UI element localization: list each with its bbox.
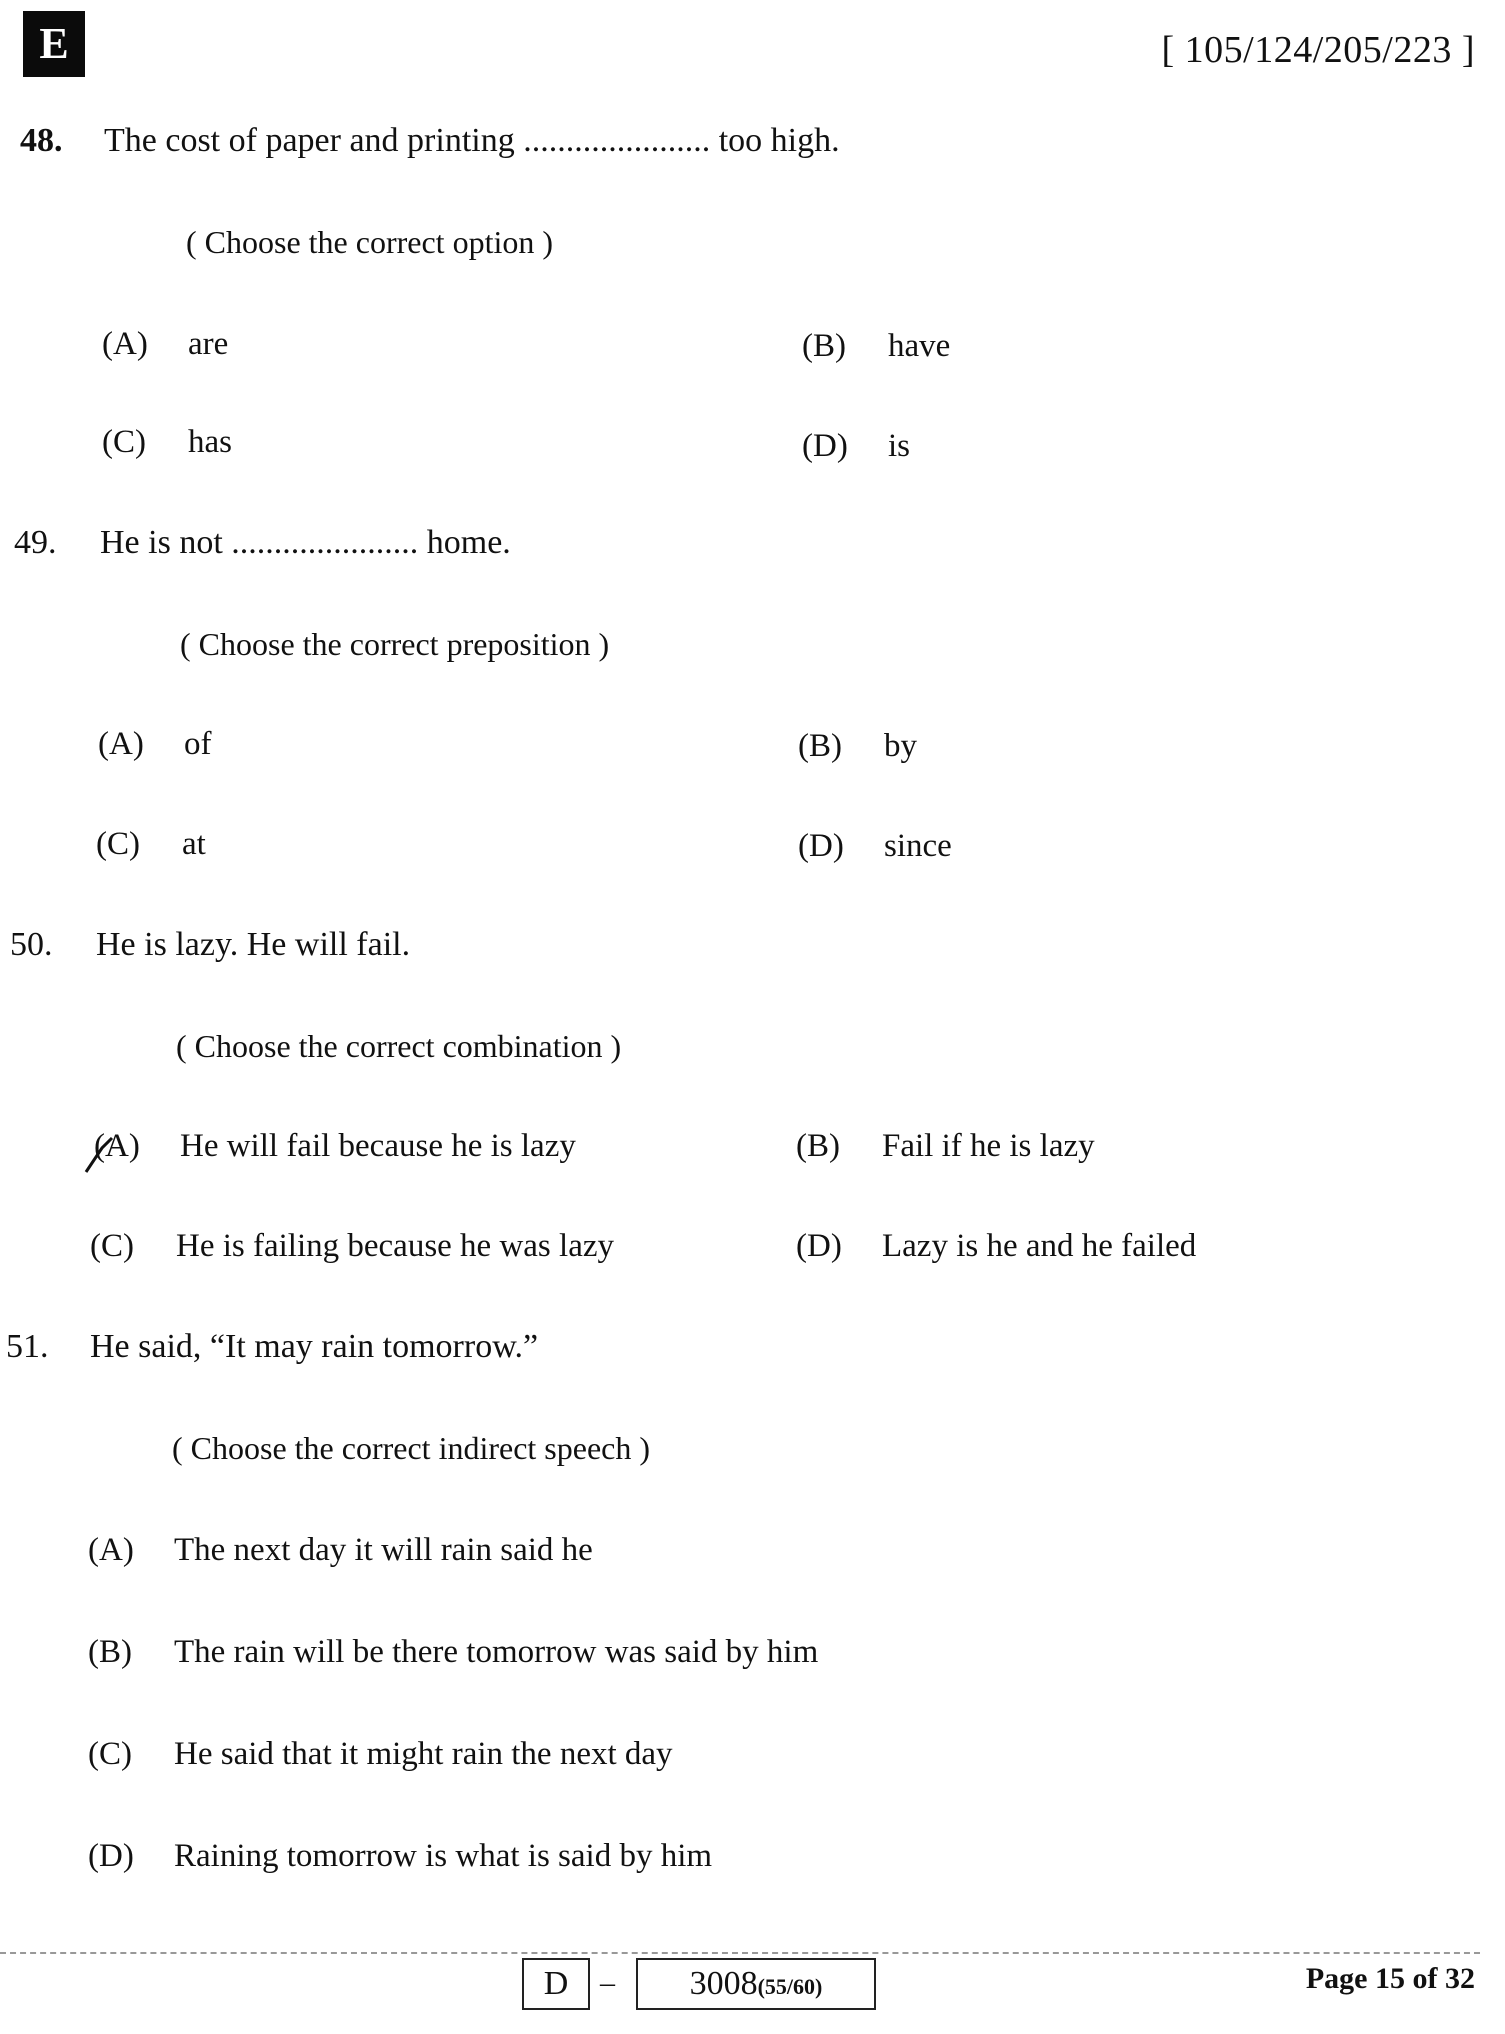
option-c xyxy=(88,1736,673,1773)
option-d xyxy=(88,1838,712,1875)
option-text: He is failing because he was lazy xyxy=(176,1228,614,1264)
question-number: 51. xyxy=(6,1328,49,1365)
question-number: 50. xyxy=(10,926,53,963)
option-text: Lazy is he and he failed xyxy=(882,1228,1197,1264)
footer-dash: – xyxy=(600,1966,615,1999)
option-label: (C) xyxy=(102,424,146,460)
option-text: at xyxy=(182,826,206,862)
option-text: The next day it will rain said he xyxy=(174,1532,593,1568)
option-a xyxy=(98,726,212,763)
option-c xyxy=(102,424,232,461)
option-b xyxy=(88,1634,818,1671)
option-c xyxy=(90,1228,614,1265)
option-label: (C) xyxy=(90,1228,134,1264)
option-b xyxy=(802,328,950,365)
option-label: (B) xyxy=(798,728,842,764)
question-number: 49. xyxy=(14,524,57,561)
question-text: He said, “It may rain tomorrow.” xyxy=(90,1328,539,1365)
option-a xyxy=(102,326,228,363)
option-text: has xyxy=(188,424,232,460)
option-label: (A) xyxy=(102,326,148,362)
answer-tick-mark-icon xyxy=(82,1132,126,1176)
question-text: He is lazy. He will fail. xyxy=(96,926,411,963)
question-instruction: ( Choose the correct combination ) xyxy=(176,1028,622,1064)
option-text: Fail if he is lazy xyxy=(882,1128,1095,1164)
question-instruction: ( Choose the correct preposition ) xyxy=(180,626,610,662)
option-b xyxy=(798,728,917,765)
option-label: (C) xyxy=(88,1736,132,1772)
option-text: of xyxy=(184,726,212,762)
option-text: Raining tomorrow is what is said by him xyxy=(174,1838,713,1874)
option-b xyxy=(796,1128,1095,1165)
option-d xyxy=(796,1228,1196,1265)
option-text: have xyxy=(888,328,951,364)
option-text: are xyxy=(188,326,229,362)
option-label: (D) xyxy=(88,1838,134,1874)
option-text: by xyxy=(884,728,917,764)
option-label: (B) xyxy=(796,1128,840,1164)
option-label: (D) xyxy=(798,828,844,864)
option-label: (A) xyxy=(94,1128,140,1164)
option-label: (B) xyxy=(88,1634,132,1670)
booklet-sub: (55/60) xyxy=(757,1974,823,1999)
option-label: (A) xyxy=(88,1532,134,1568)
option-label: (B) xyxy=(802,328,846,364)
option-label: (D) xyxy=(796,1228,842,1264)
option-c xyxy=(96,826,206,863)
option-text: He said that it might rain the next day xyxy=(174,1736,673,1772)
option-a xyxy=(94,1128,576,1165)
option-text: The rain will be there tomorrow was said by him xyxy=(174,1634,819,1670)
option-d xyxy=(802,428,910,465)
option-label: (C) xyxy=(96,826,140,862)
question-instruction: ( Choose the correct indirect speech ) xyxy=(172,1430,651,1466)
question-text: He is not ...................... home. xyxy=(100,524,511,561)
set-code-box: D xyxy=(522,1958,590,2010)
question-number: 48. xyxy=(20,122,63,159)
option-text: since xyxy=(884,828,952,864)
option-text: is xyxy=(888,428,911,464)
option-label: (D) xyxy=(802,428,848,464)
paper-code: [ 105/124/205/223 ] xyxy=(1161,29,1475,71)
page-number: Page 15 of 32 xyxy=(1305,1962,1475,1995)
option-label: (A) xyxy=(98,726,144,762)
booklet-code-box xyxy=(636,1958,876,2010)
booklet-number: 3008 xyxy=(689,1965,758,2002)
option-text: He will fail because he is lazy xyxy=(180,1128,576,1164)
footer-divider xyxy=(0,1952,1480,1954)
question-text: The cost of paper and printing ...................... too high. xyxy=(104,122,840,159)
option-a xyxy=(88,1532,593,1569)
question-instruction: ( Choose the correct option ) xyxy=(186,224,553,260)
option-d xyxy=(798,828,952,865)
series-badge: E xyxy=(23,11,85,77)
